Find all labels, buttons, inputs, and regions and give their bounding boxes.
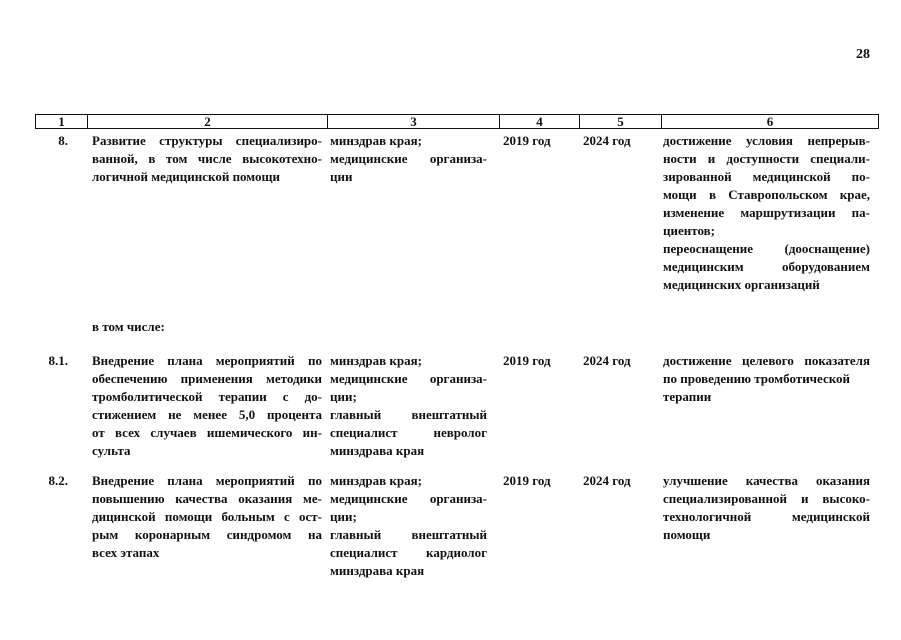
executor-line: ции; (330, 389, 357, 404)
result-line: терапии (663, 389, 712, 404)
executor-line: минздрава края (330, 443, 425, 458)
column-header-1: 1 (36, 115, 88, 129)
result-line: улучшение качества оказания (663, 473, 870, 488)
column-header-6: 6 (662, 115, 879, 129)
end-year: 2024 год (583, 353, 631, 368)
result-line: достижение целевого показателя (663, 353, 870, 368)
measure-name-line: стижением не менее 5,0 процента (92, 407, 322, 422)
result-line: изменение маршрутизации па- (663, 205, 870, 220)
expected-result (663, 352, 870, 406)
measure-name (92, 472, 322, 562)
executor-line: медицинские организа- (330, 371, 487, 386)
executor-line: медицинские организа- (330, 491, 487, 506)
executor-line: специалист кардиолог (330, 545, 487, 560)
executors (330, 132, 487, 186)
measure-name-line: повышению качества оказания ме- (92, 491, 322, 506)
measure-name-line: от всех случаев ишемического ин- (92, 425, 322, 440)
end-year: 2024 год (583, 473, 631, 488)
start-year: 2019 год (503, 133, 551, 148)
measure-name-line: логичной медицинской помощи (92, 169, 280, 184)
column-header-table (35, 114, 879, 129)
executor-line: минздрава края (330, 563, 425, 578)
measure-name-line: рым коронарным синдромом на (92, 527, 322, 542)
executor-line: минздрав края; (330, 133, 422, 148)
executors (330, 472, 487, 580)
result-line: переоснащение (дооснащение) (663, 241, 870, 256)
end-year: 2024 год (583, 133, 631, 148)
executor-line: специалист невролог (330, 425, 487, 440)
result-line: по проведению тромботической (663, 371, 851, 386)
measure-name-line: обеспечению применения методики (92, 371, 322, 386)
start-year: 2019 год (503, 353, 551, 368)
result-line: технологичной медицинской (663, 509, 870, 524)
executor-line: ции; (330, 509, 357, 524)
start-year: 2019 год (503, 473, 551, 488)
measure-name (92, 132, 322, 186)
measure-name-line: Внедрение плана мероприятий по (92, 473, 322, 488)
executor-line: медицинские организа- (330, 151, 487, 166)
executor-line: минздрав края; (330, 353, 422, 368)
measure-name-line: Внедрение плана мероприятий по (92, 353, 322, 368)
column-header-row (36, 115, 879, 129)
executor-line: главный внештатный (330, 407, 487, 422)
expected-result (663, 472, 870, 544)
column-header-2: 2 (88, 115, 328, 129)
result-line: помощи (663, 527, 711, 542)
measure-name (92, 352, 322, 460)
result-line: специализированной и высоко- (663, 491, 870, 506)
result-line: медицинским оборудованием (663, 259, 870, 274)
result-line: достижение условия непрерыв- (663, 133, 870, 148)
measure-name-line: тромболитической терапии с до- (92, 389, 322, 404)
executors (330, 352, 487, 460)
row-number: 8. (58, 133, 68, 148)
row-number: 8.1. (48, 353, 68, 368)
measure-name-line: Развитие структуры специализиро- (92, 133, 322, 148)
column-header-3: 3 (328, 115, 500, 129)
expected-result (663, 132, 870, 294)
column-header-5: 5 (580, 115, 662, 129)
result-line: зированной медицинской по- (663, 169, 870, 184)
result-line: мощи в Ставропольском крае, (663, 187, 870, 202)
page-number: 28 (856, 47, 870, 62)
measure-name-line: ванной, в том числе высокотехно- (92, 151, 322, 166)
subitems-label: в том числе: (92, 319, 165, 334)
column-header-4: 4 (500, 115, 580, 129)
executor-line: ции (330, 169, 353, 184)
result-line: медицинских организаций (663, 277, 820, 292)
result-line: ности и доступности специали- (663, 151, 870, 166)
executor-line: главный внештатный (330, 527, 487, 542)
measure-name-line: всех этапах (92, 545, 160, 560)
executor-line: минздрав края; (330, 473, 422, 488)
measure-name-line: сульта (92, 443, 131, 458)
result-line: циентов; (663, 223, 715, 238)
row-number: 8.2. (48, 473, 68, 488)
measure-name-line: дицинской помощи больным с ост- (92, 509, 322, 524)
